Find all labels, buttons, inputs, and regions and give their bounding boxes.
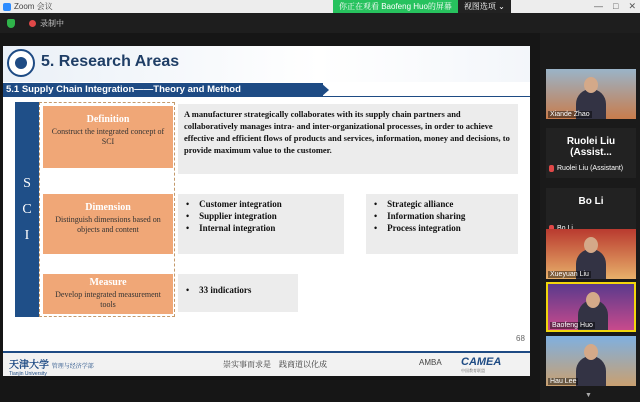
app-title <box>3 1 53 12</box>
mic-muted-icon <box>549 165 554 172</box>
measure-box <box>43 274 173 314</box>
face <box>584 237 598 253</box>
dimension-list-1 <box>178 194 344 254</box>
univ-cn: 天津大学 <box>9 360 49 371</box>
subtitle-arrow <box>321 83 329 97</box>
university-logo-icon <box>7 49 35 77</box>
share-banner <box>333 0 511 13</box>
recording-indicator[interactable] <box>29 18 64 29</box>
face <box>586 292 600 308</box>
face <box>584 344 598 360</box>
record-dot-icon <box>29 20 36 27</box>
dimension-box <box>43 194 173 254</box>
participant-tile[interactable] <box>546 128 636 178</box>
measure-heading: Measure <box>89 277 127 288</box>
view-options-button[interactable]: 视图选项 ⌄ <box>458 0 511 13</box>
footer-university-logo <box>9 356 94 376</box>
sci-letter: S <box>23 175 31 191</box>
recording-label: 录制中 <box>40 18 64 28</box>
definition-text: Construct the integrated concept of SCI <box>51 127 165 146</box>
list-item: • Information sharing <box>374 210 510 222</box>
college-name: 管理与经济学部 <box>51 364 94 370</box>
list-item: • Process integration <box>374 222 510 234</box>
participant-tile[interactable] <box>546 229 636 279</box>
list-item: • Supplier integration <box>186 210 336 222</box>
participant-name: Xiande Zhao <box>550 111 590 118</box>
shared-slide <box>3 46 530 376</box>
definition-body: A manufacturer strategically collaborates with its supply chain partners and collaboratively manages intra- and inter-organizational processes, in order to achieve effective and efficient flows of products and services, information, money and decisions, to provide maximum value to the customer. <box>178 104 518 174</box>
sci-vertical-bar <box>15 102 39 317</box>
amba-logo: AMBA <box>419 358 442 367</box>
dimension-heading: Dimension <box>85 202 131 213</box>
participants-panel <box>540 33 640 402</box>
dimension-list-2 <box>366 194 518 254</box>
slide-header <box>3 46 530 82</box>
definition-box <box>43 106 173 168</box>
minimize-button[interactable]: — <box>594 1 604 11</box>
slide-footer <box>3 351 530 376</box>
app-title-text: Zoom 会议 <box>14 2 53 11</box>
slide-subtitle: 5.1 Supply Chain Integration——Theory and Method <box>3 83 323 97</box>
share-message: 你正在观看 Baofeng Huo的屏幕 <box>333 0 458 13</box>
close-button[interactable]: ✕ <box>628 1 636 11</box>
list-item: • Internal integration <box>186 222 336 234</box>
participant-label <box>549 165 623 172</box>
camea-text: CAMEA <box>461 356 502 368</box>
zoom-logo-icon <box>3 3 11 11</box>
maximize-button[interactable]: □ <box>613 1 619 11</box>
security-shield-icon[interactable] <box>7 19 15 28</box>
window-titlebar <box>0 0 640 13</box>
participant-name: Xueyuan Liu <box>550 271 589 278</box>
participant-tile[interactable] <box>546 69 636 119</box>
definition-heading: Definition <box>86 114 130 125</box>
sci-letter: C <box>22 201 32 217</box>
scroll-down-icon[interactable]: ▼ <box>585 392 592 399</box>
participant-display-name: Ruolei Liu (Assist... <box>566 136 616 158</box>
participant-tile-active-speaker[interactable] <box>546 282 636 332</box>
meeting-toolbar <box>0 13 640 33</box>
univ-en: Tianjin University <box>9 371 47 376</box>
participant-name: Hau Lee <box>550 378 577 385</box>
subtitle-rule <box>323 96 530 97</box>
face <box>584 77 598 93</box>
slide-title: 5. Research Areas <box>41 53 180 70</box>
footer-motto: 崇实事而求是 践商道以化成 <box>223 360 327 369</box>
participant-tile[interactable] <box>546 336 636 386</box>
participant-name: Baofeng Huo <box>552 322 593 329</box>
camea-sub: 中国教育联盟 <box>461 368 485 373</box>
participant-display-name: Bo Li <box>578 196 604 207</box>
measure-list <box>178 274 298 312</box>
page-number: 68 <box>516 334 525 343</box>
list-item: • Strategic alliance <box>374 198 510 210</box>
dimension-text: Distinguish dimensions based on objects and content <box>55 215 161 234</box>
participant-video <box>576 356 606 386</box>
list-item: • 33 indicatiors <box>186 284 290 296</box>
window-controls <box>594 0 636 13</box>
measure-text: Develop integrated measurement tools <box>55 290 161 309</box>
camea-logo <box>461 356 501 374</box>
participant-name: Ruolei Liu (Assistant) <box>557 165 624 172</box>
list-item: • Customer integration <box>186 198 336 210</box>
sci-letter: I <box>24 227 30 243</box>
